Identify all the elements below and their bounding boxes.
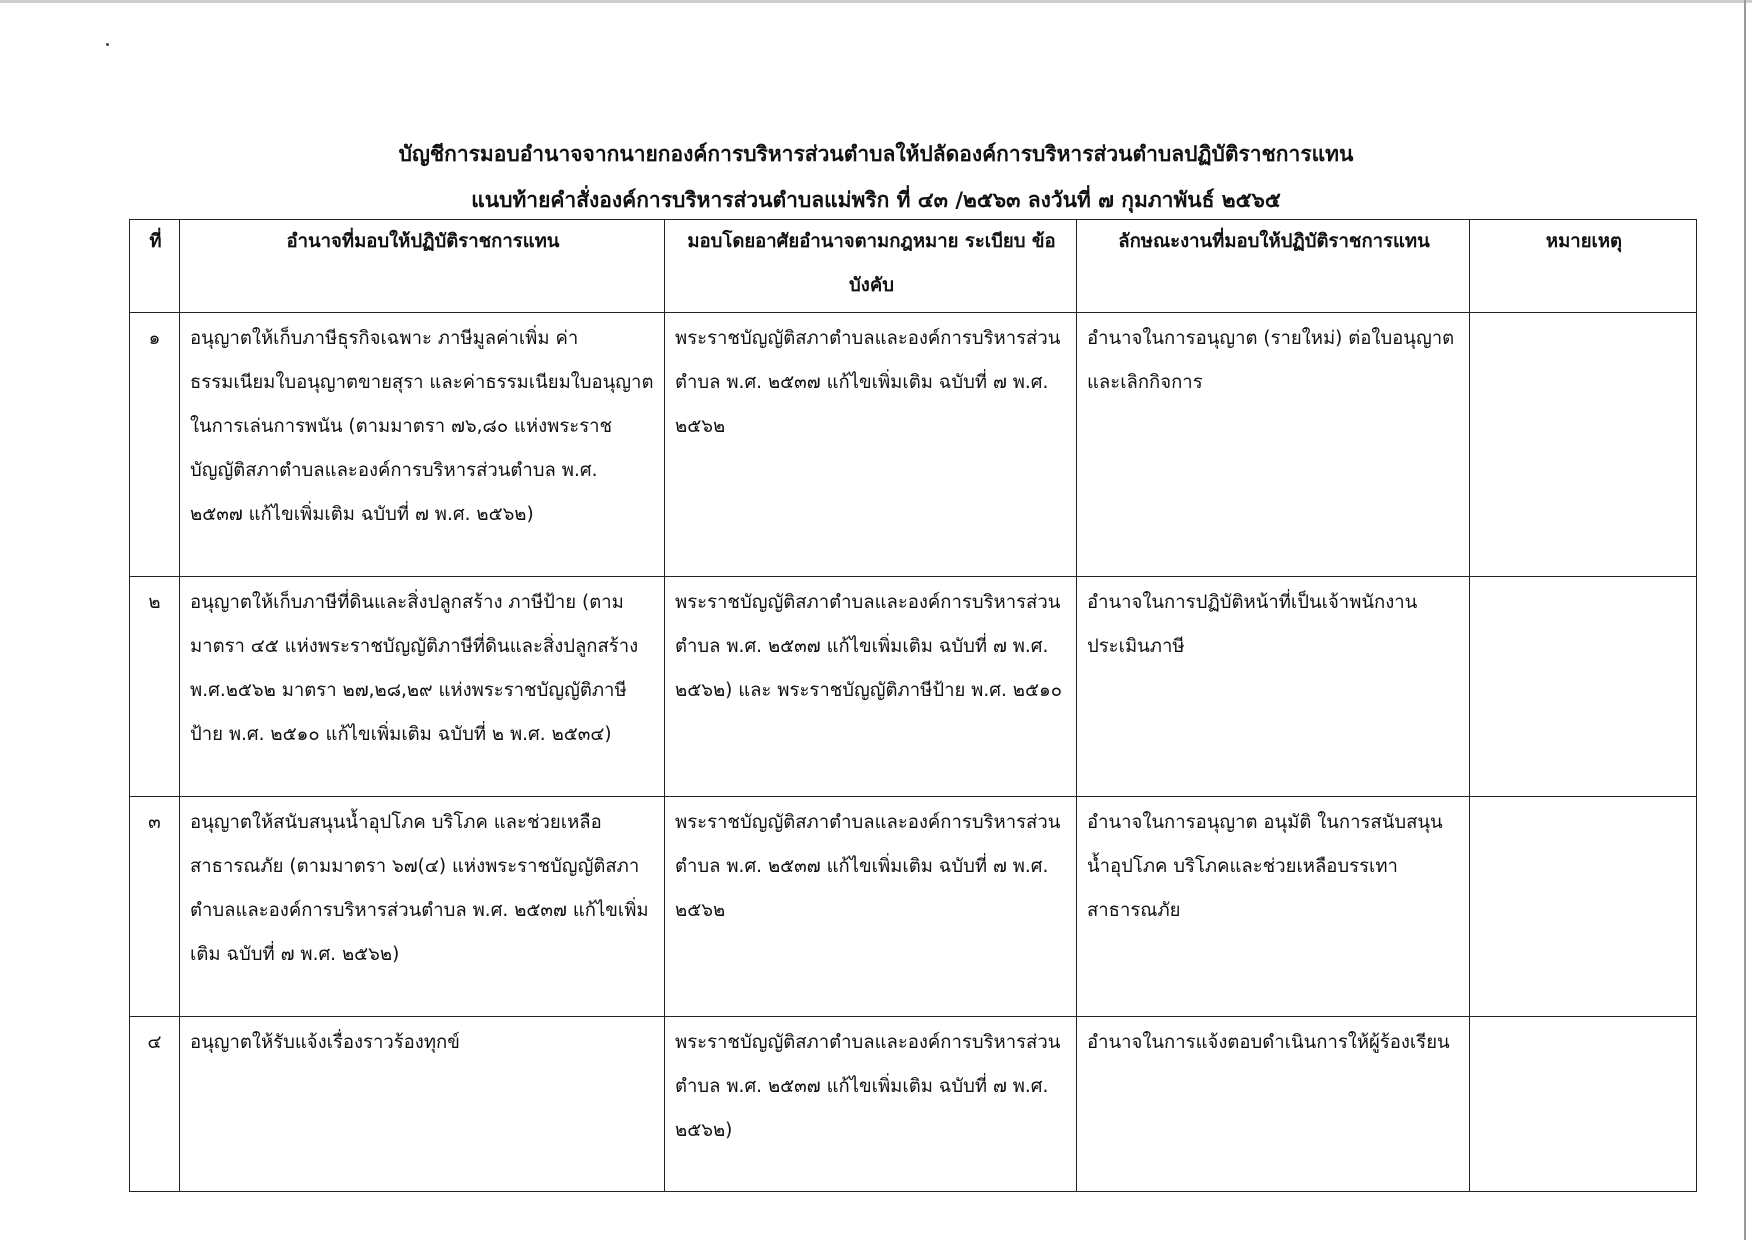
row-work: อำนาจในการปฏิบัติหน้าที่เป็นเจ้าพนักงานประเมินภาษี — [1077, 577, 1470, 797]
row-law: พระราชบัญญัติสภาตำบลและองค์การบริหารส่วนตำบล พ.ศ. ๒๕๓๗ แก้ไขเพิ่มเติม ฉบับที่ ๗ พ.ศ. ๒๕๖๒) และ พระราชบัญญัติภาษีป้าย พ.ศ. ๒๕๑๐ — [665, 577, 1077, 797]
row-law: พระราชบัญญัติสภาตำบลและองค์การบริหารส่วนตำบล พ.ศ. ๒๕๓๗ แก้ไขเพิ่มเติม ฉบับที่ ๗ พ.ศ. ๒๕๖๒ — [665, 313, 1077, 577]
header-work: ลักษณะงานที่มอบให้ปฏิบัติราชการแทน — [1077, 220, 1470, 313]
scan-edge-top — [0, 0, 1752, 3]
row-authority: อนุญาตให้เก็บภาษีธุรกิจเฉพาะ ภาษีมูลค่าเพิ่ม ค่าธรรมเนียมใบอนุญาตขายสุรา และค่าธรรมเนียมใบอนุญาตในการเล่นการพนัน (ตามมาตรา ๗๖,๘๐ แห่งพระราชบัญญัติสภาตำบลและองค์การบริหารส่วนตำบล พ.ศ. ๒๕๓๗ แก้ไขเพิ่มเติม ฉบับที่ ๗ พ.ศ. ๒๕๖๒) — [180, 313, 665, 577]
document-title: บัญชีการมอบอำนาจจากนายกองค์การบริหารส่วนตำบลให้ปลัดองค์การบริหารส่วนตำบลปฏิบัติราชการแทน — [398, 142, 1354, 166]
row-authority: อนุญาตให้เก็บภาษีที่ดินและสิ่งปลูกสร้าง ภาษีป้าย (ตามมาตรา ๔๕ แห่งพระราชบัญญัติภาษีที่ดินและสิ่งปลูกสร้าง พ.ศ.๒๕๖๒ มาตรา ๒๗,๒๘,๒๙ แห่งพระราชบัญญัติภาษีป้าย พ.ศ. ๒๕๑๐ แก้ไขเพิ่มเติม ฉบับที่ ๒ พ.ศ. ๒๕๓๔) — [180, 577, 665, 797]
row-law: พระราชบัญญัติสภาตำบลและองค์การบริหารส่วนตำบล พ.ศ. ๒๕๓๗ แก้ไขเพิ่มเติม ฉบับที่ ๗ พ.ศ. ๒๕๖๒) — [665, 1017, 1077, 1192]
row-remark — [1470, 797, 1697, 1017]
row-no: ๔ — [130, 1017, 180, 1192]
row-work: อำนาจในการอนุญาต อนุมัติ ในการสนับสนุนน้ำอุปโภค บริโภคและช่วยเหลือบรรเทาสาธารณภัย — [1077, 797, 1470, 1017]
header-no: ที่ — [130, 220, 180, 313]
delegation-table — [129, 219, 1697, 1192]
header-authority: อำนาจที่มอบให้ปฏิบัติราชการแทน — [180, 220, 665, 313]
row-remark — [1470, 577, 1697, 797]
row-remark — [1470, 1017, 1697, 1192]
table-row — [130, 1017, 1697, 1192]
table-row — [130, 577, 1697, 797]
row-remark — [1470, 313, 1697, 577]
row-law: พระราชบัญญัติสภาตำบลและองค์การบริหารส่วนตำบล พ.ศ. ๒๕๓๗ แก้ไขเพิ่มเติม ฉบับที่ ๗ พ.ศ. ๒๕๖๒ — [665, 797, 1077, 1017]
document-subtitle: แนบท้ายคำสั่งองค์การบริหารส่วนตำบลแม่พริก ที่ ๔๓ /๒๕๖๓ ลงวันที่ ๗ กุมภาพันธ์ ๒๕๖๕ — [471, 188, 1281, 212]
table-header-row — [130, 220, 1697, 313]
row-work: อำนาจในการอนุญาต (รายใหม่) ต่อใบอนุญาตและเลิกกิจการ — [1077, 313, 1470, 577]
table-row — [130, 797, 1697, 1017]
scan-speck — [106, 43, 109, 46]
header-remark: หมายเหตุ — [1470, 220, 1697, 313]
row-no: ๑ — [130, 313, 180, 577]
row-authority: อนุญาตให้รับแจ้งเรื่องราวร้องทุกข์ — [180, 1017, 665, 1192]
row-no: ๓ — [130, 797, 180, 1017]
row-authority: อนุญาตให้สนับสนุนน้ำอุปโภค บริโภค และช่วยเหลือสาธารณภัย (ตามมาตรา ๖๗(๔) แห่งพระราชบัญญัติสภาตำบลและองค์การบริหารส่วนตำบล พ.ศ. ๒๕๓๗ แก้ไขเพิ่มเติม ฉบับที่ ๗ พ.ศ. ๒๕๖๒) — [180, 797, 665, 1017]
row-no: ๒ — [130, 577, 180, 797]
header-law: มอบโดยอาศัยอำนาจตามกฎหมาย ระเบียบ ข้อบังคับ — [665, 220, 1077, 313]
table-row — [130, 313, 1697, 577]
row-work: อำนาจในการแจ้งตอบดำเนินการให้ผู้ร้องเรียน — [1077, 1017, 1470, 1192]
